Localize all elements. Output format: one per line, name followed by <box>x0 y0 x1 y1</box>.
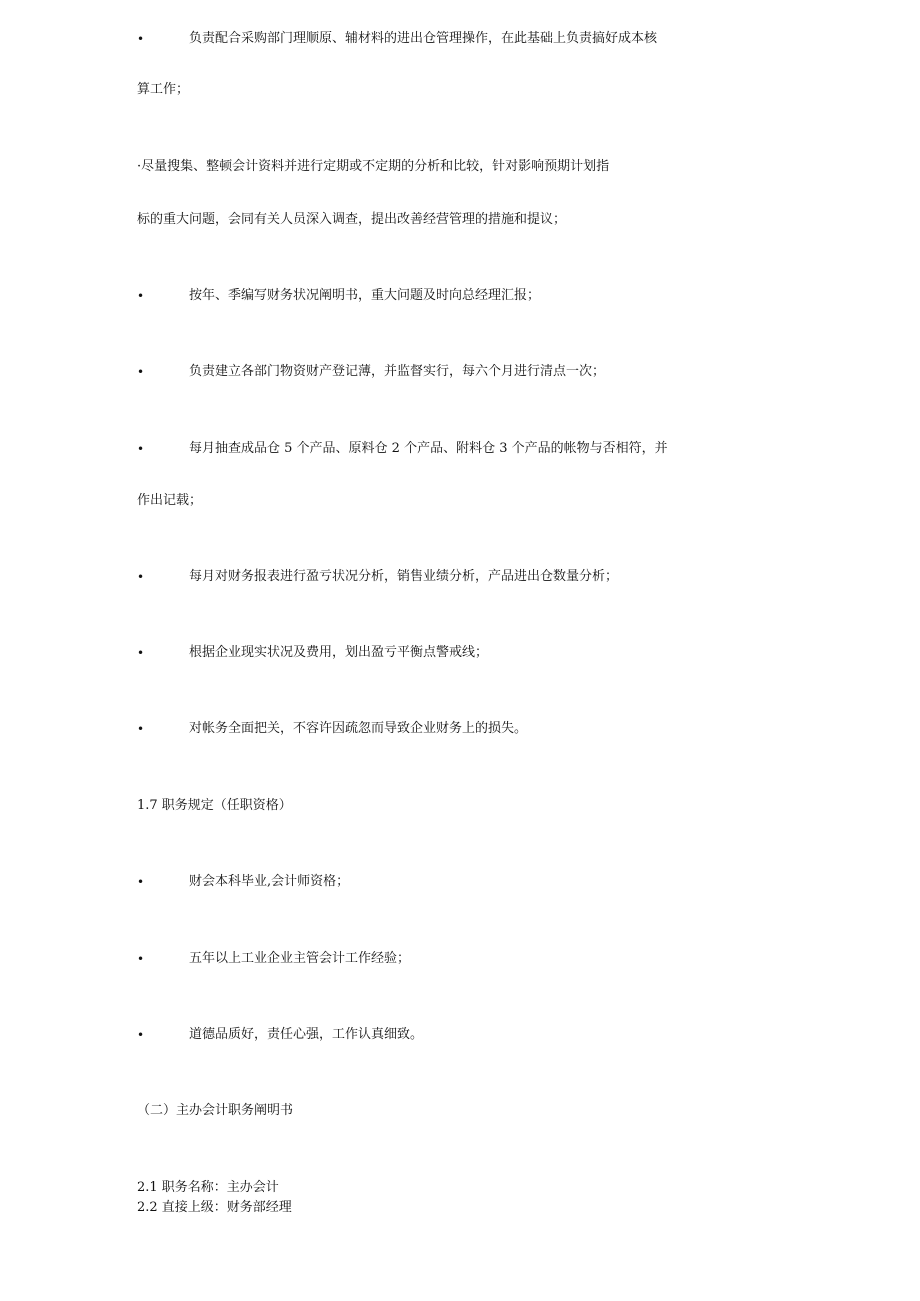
qualification-item-1: 财会本科毕业,会计师资格； <box>189 874 350 889</box>
duty-item-1-line-1: 负责配合采购部门理顺原、辅材料的进出仓管理操作，在此基础上负责搞好成本核 <box>189 31 658 46</box>
bullet-marker: • <box>137 32 145 46</box>
section-heading-qualifications: 1.7 职务规定（任职资格） <box>137 798 292 813</box>
qualification-item-3: 道德品质好，责任心强，工作认真细致。 <box>189 1027 424 1042</box>
bullet-marker: • <box>137 365 145 379</box>
section-heading-chief-accountant: （二）主办会计职务阐明书 <box>137 1103 294 1118</box>
duty-item-5-line-1: 每月抽查成品仓 5 个产品、原料仓 2 个产品、附料仓 3 个产品的帐物与否相符，并 <box>189 441 668 456</box>
duty-item-3: 按年、季编写财务状况阐明书，重大问题及时向总经理汇报； <box>189 288 541 303</box>
duty-item-5-line-2: 作出记载； <box>137 493 203 508</box>
duty-item-7: 根据企业现实状况及费用，划出盈亏平衡点警戒线； <box>189 645 489 660</box>
duty-item-2-line-1: ·尽量搜集、整顿会计资料并进行定期或不定期的分析和比较，针对影响预期计划指 <box>137 159 610 174</box>
duty-item-2-line-2: 标的重大问题，会同有关人员深入调查，提出改善经营管理的措施和提议； <box>137 212 567 227</box>
bullet-marker: • <box>137 289 145 303</box>
duty-item-1-line-2: 算工作； <box>137 82 190 97</box>
bullet-marker: • <box>137 722 145 736</box>
bullet-marker: • <box>137 1028 145 1042</box>
bullet-marker: • <box>137 570 145 584</box>
duty-item-8: 对帐务全面把关，不容许因疏忽而导致企业财务上的损失。 <box>189 721 528 736</box>
job-title-line: 2.1 职务名称：主办会计 <box>137 1180 279 1195</box>
bullet-marker: • <box>137 442 145 456</box>
bullet-marker: • <box>137 875 145 889</box>
bullet-marker: • <box>137 952 145 966</box>
duty-item-4: 负责建立各部门物资财产登记薄，并监督实行，每六个月进行清点一次； <box>189 364 606 379</box>
qualification-item-2: 五年以上工业企业主管会计工作经验； <box>189 951 411 966</box>
bullet-marker: • <box>137 646 145 660</box>
duty-item-6: 每月对财务报表进行盈亏状况分析，销售业绩分析，产品进出仓数量分析； <box>189 569 619 584</box>
direct-supervisor-line: 2.2 直接上级：财务部经理 <box>137 1200 292 1215</box>
